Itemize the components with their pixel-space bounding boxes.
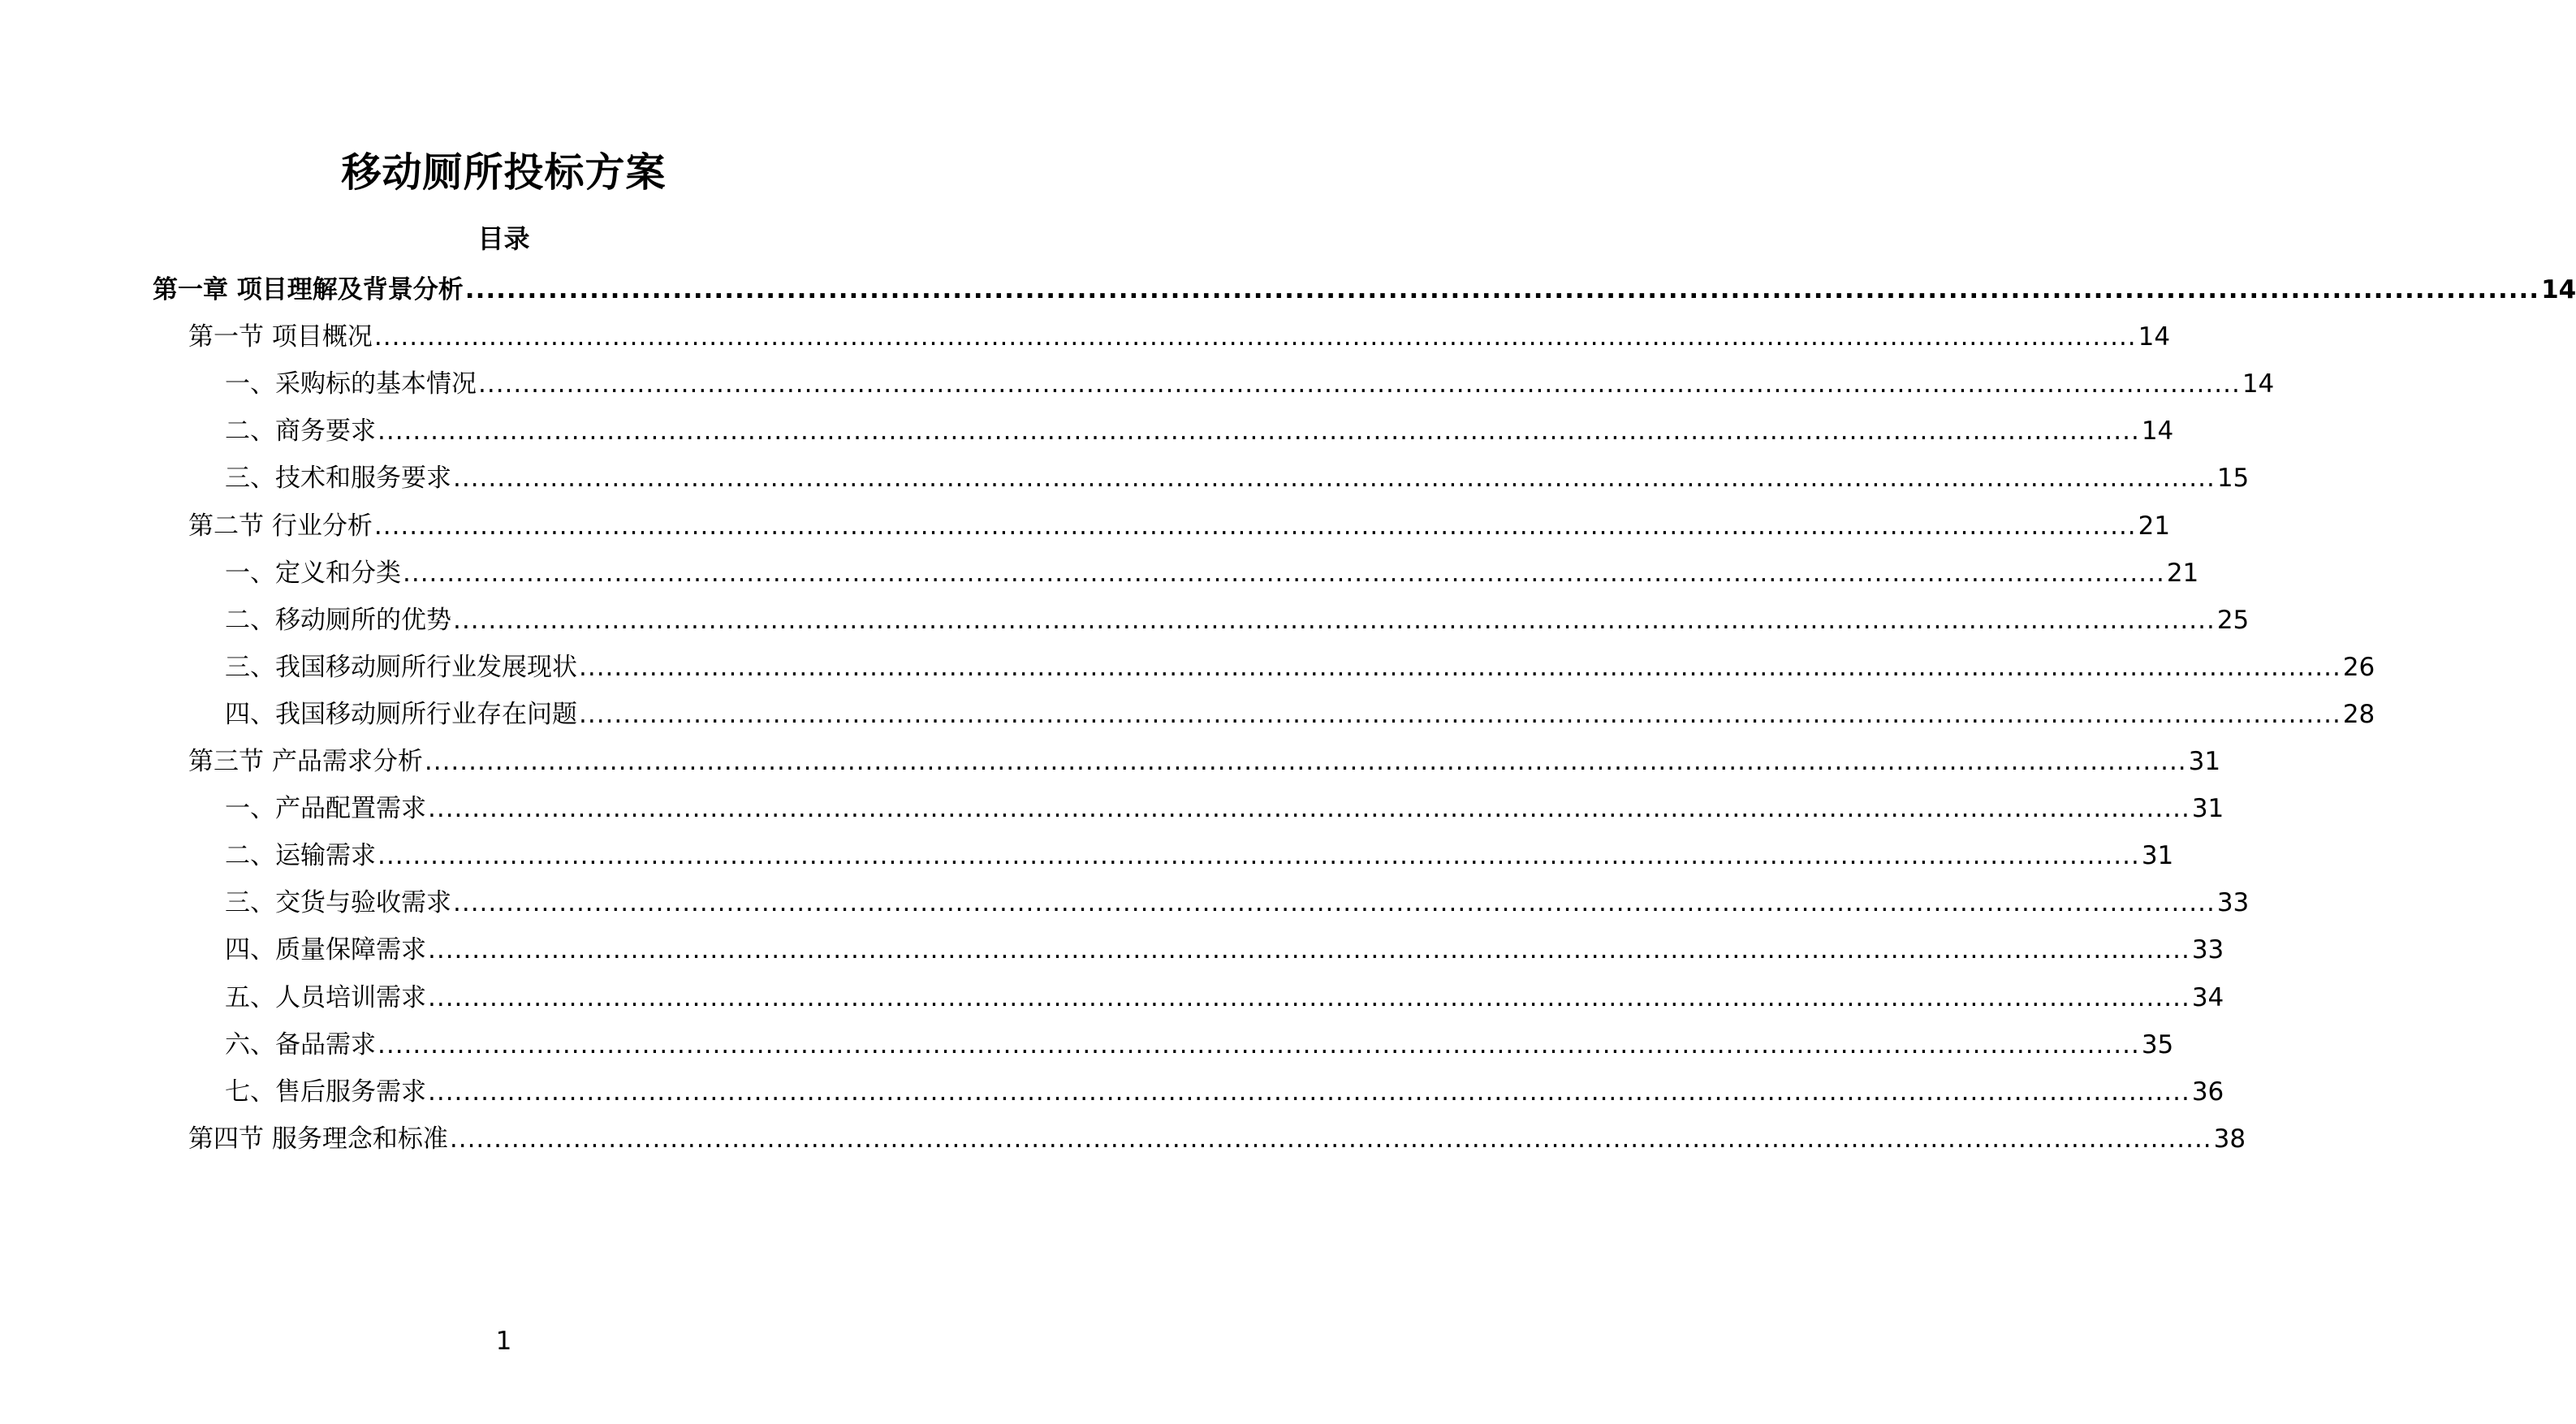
toc-entry-page: 33 — [2191, 935, 2224, 964]
toc-entry-label: 第二节 行业分析 — [188, 511, 373, 541]
toc-entry[interactable] — [188, 317, 2171, 356]
toc-entry-label: 一、产品配置需求 — [225, 794, 426, 823]
toc-dot-leader: ........................................................................................................................................................................................................ — [478, 369, 2241, 399]
toc-dot-leader: ........................................................................................................................................................................................................ — [428, 794, 2190, 823]
toc-entry-page: 21 — [2166, 559, 2199, 588]
toc-dot-leader: ........................................................................................................................................................................................................ — [464, 275, 2540, 304]
toc-dot-leader: ........................................................................................................................................................................................................ — [373, 511, 2137, 541]
toc-dot-leader: ........................................................................................................................................................................................................ — [453, 464, 2216, 493]
page-number: 1 — [495, 1327, 512, 1356]
toc-entry[interactable] — [225, 1072, 2224, 1111]
toc-entry-page: 35 — [2141, 1030, 2174, 1059]
toc-entry[interactable] — [225, 789, 2224, 828]
toc-entry-page: 28 — [2342, 700, 2375, 729]
toc-entry-page: 26 — [2342, 653, 2375, 682]
toc-entry[interactable] — [225, 554, 2199, 593]
toc-dot-leader: ........................................................................................................................................................................................................ — [453, 606, 2216, 635]
toc-entry[interactable] — [225, 365, 2275, 403]
toc-entry[interactable] — [225, 412, 2174, 451]
toc-dot-leader: ........................................................................................................................................................................................................ — [403, 559, 2165, 588]
toc-entry-page: 31 — [2191, 794, 2224, 823]
toc-entry-label: 一、定义和分类 — [225, 559, 401, 588]
toc-dot-leader: ........................................................................................................................................................................................................ — [378, 416, 2140, 446]
toc-entry-label: 四、质量保障需求 — [225, 935, 426, 964]
toc-entry[interactable] — [225, 930, 2224, 969]
toc-entry[interactable] — [188, 1120, 2246, 1159]
toc-entry-label: 二、商务要求 — [225, 416, 376, 446]
toc-entry-page: 36 — [2191, 1077, 2224, 1107]
toc-entry[interactable] — [225, 648, 2375, 687]
toc-entry-label: 四、我国移动厕所行业存在问题 — [225, 700, 577, 729]
toc-entry-page: 14 — [2541, 275, 2576, 304]
toc-entry-page: 31 — [2188, 747, 2221, 776]
toc-entry[interactable] — [225, 601, 2250, 640]
toc-entry-page: 33 — [2216, 888, 2250, 917]
toc-entry-label: 五、人员培训需求 — [225, 983, 426, 1012]
toc-entry-label: 六、备品需求 — [225, 1030, 376, 1059]
toc-entry[interactable] — [225, 836, 2174, 875]
toc-entry-label: 第三节 产品需求分析 — [188, 747, 423, 776]
toc-entry-page: 14 — [2138, 322, 2171, 352]
toc-dot-leader: ........................................................................................................................................................................................................ — [378, 841, 2140, 870]
toc-entry-page: 21 — [2138, 511, 2171, 541]
toc-heading: 目录 — [477, 223, 530, 254]
toc-entry-label: 第一章 项目理解及背景分析 — [153, 275, 464, 304]
toc-entry[interactable] — [153, 270, 2576, 309]
toc-dot-leader: ........................................................................................................................................................................................................ — [373, 322, 2137, 352]
toc-entry-label: 第一节 项目概况 — [188, 322, 373, 352]
toc-entry[interactable] — [225, 978, 2224, 1017]
toc-entry-label: 一、采购标的基本情况 — [225, 369, 477, 399]
toc-dot-leader: ........................................................................................................................................................................................................ — [579, 653, 2341, 682]
toc-dot-leader: ........................................................................................................................................................................................................ — [579, 700, 2341, 729]
toc-entry-label: 第四节 服务理念和标准 — [188, 1124, 448, 1154]
toc-entry-page: 25 — [2216, 606, 2250, 635]
toc-entry-page: 31 — [2141, 841, 2174, 870]
toc-dot-leader: ........................................................................................................................................................................................................ — [428, 983, 2190, 1012]
toc-dot-leader: ........................................................................................................................................................................................................ — [449, 1124, 2212, 1154]
toc-entry-label: 二、运输需求 — [225, 841, 376, 870]
toc-entry-label: 三、我国移动厕所行业发展现状 — [225, 653, 577, 682]
toc-entry[interactable] — [225, 1025, 2174, 1064]
toc-dot-leader: ........................................................................................................................................................................................................ — [428, 1077, 2190, 1107]
toc-dot-leader: ........................................................................................................................................................................................................ — [378, 1030, 2140, 1059]
toc-entry[interactable] — [188, 742, 2221, 781]
toc-entry-label: 二、移动厕所的优势 — [225, 606, 451, 635]
toc-entry-page: 15 — [2216, 464, 2250, 493]
toc-entry[interactable] — [225, 883, 2250, 922]
toc-dot-leader: ........................................................................................................................................................................................................ — [424, 747, 2187, 776]
toc-dot-leader: ........................................................................................................................................................................................................ — [453, 888, 2216, 917]
toc-entry[interactable] — [225, 695, 2375, 734]
toc-entry-label: 七、售后服务需求 — [225, 1077, 426, 1107]
toc-entry-page: 34 — [2191, 983, 2224, 1012]
toc-dot-leader: ........................................................................................................................................................................................................ — [428, 935, 2190, 964]
toc-entry-label: 三、技术和服务要求 — [225, 464, 451, 493]
toc-entry[interactable] — [225, 459, 2250, 498]
toc-entry-page: 14 — [2141, 416, 2174, 446]
toc-entry-label: 三、交货与验收需求 — [225, 888, 451, 917]
toc-entry-page: 38 — [2213, 1124, 2246, 1154]
toc-entry-page: 14 — [2242, 369, 2275, 399]
document-title: 移动厕所投标方案 — [341, 149, 667, 196]
toc-entry[interactable] — [188, 507, 2171, 546]
